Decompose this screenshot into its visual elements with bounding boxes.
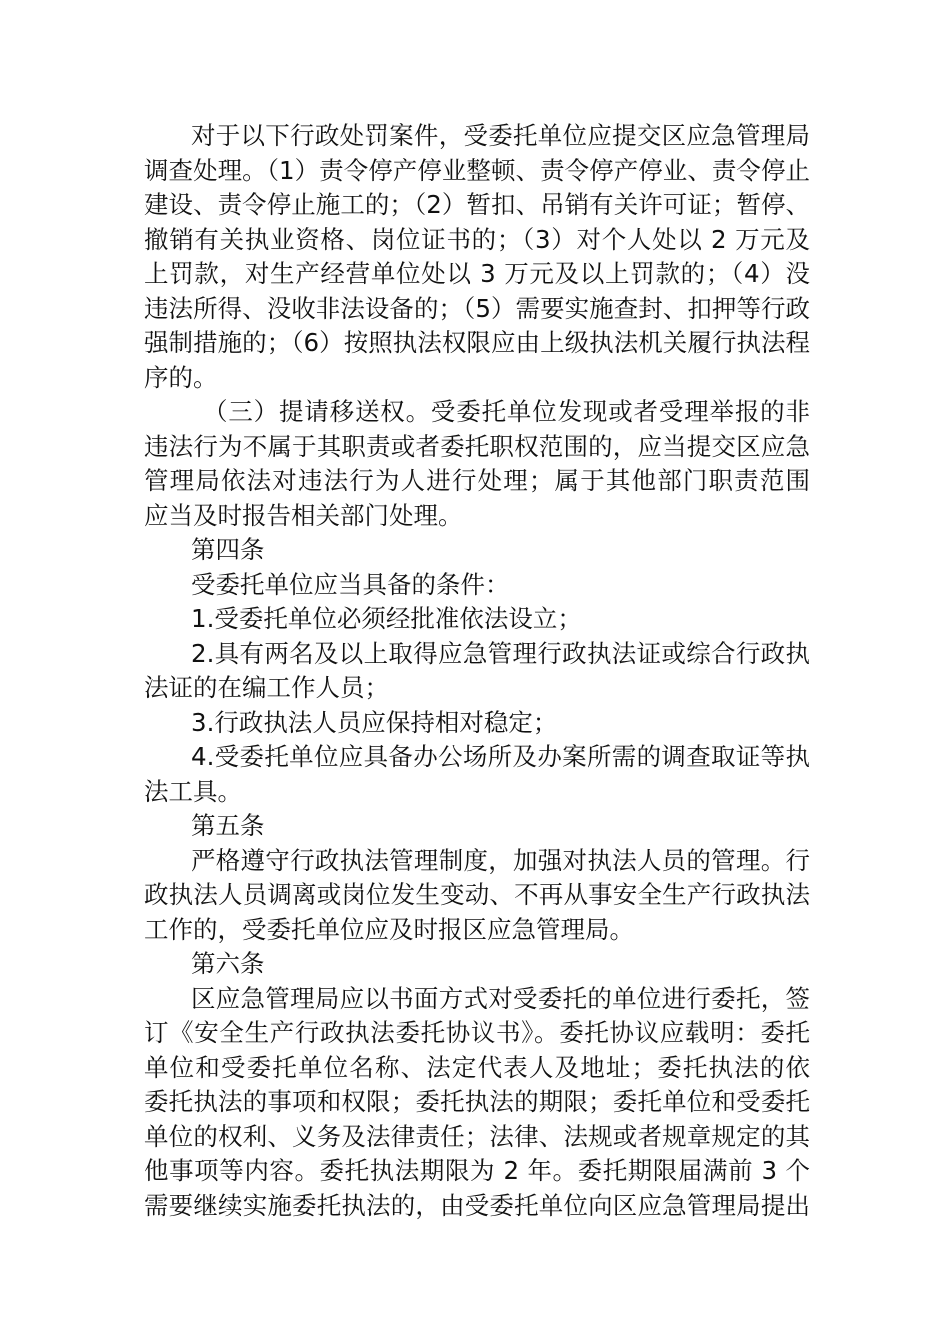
text-line: 撤销有关执业资格、岗位证书的；（3）对个人处以 2 万元及: [144, 224, 810, 254]
text-line: 政执法人员调离或岗位发生变动、不再从事安全生产行政执法: [144, 880, 810, 909]
text-line: 违法行为不属于其职责或者委托职权范围的，应当提交区应急: [144, 431, 810, 461]
text-line: 严格遵守行政执法管理制度，加强对执法人员的管理。行: [191, 845, 810, 875]
article-six: [144, 947, 810, 1223]
list-item: 2.具有两名及以上取得应急管理行政执法证或综合行政执: [191, 638, 810, 668]
text-line: 上罚款，对生产经营单位处以 3 万元及以上罚款的；（4）没: [144, 259, 810, 288]
text-line: 单位的权利、义务及法律责任；法律、法规或者规章规定的其: [144, 1121, 810, 1151]
article-four: [144, 533, 810, 809]
text-line: 区应急管理局应以书面方式对受委托的单位进行委托，签: [191, 983, 810, 1013]
text-line: 工作的，受委托单位应及时报区应急管理局。: [144, 914, 634, 944]
text-line: 他事项等内容。委托执法期限为 2 年。委托期限届满前 3 个: [144, 1156, 810, 1185]
text-line: 对于以下行政处罚案件，受委托单位应提交区应急管理局: [191, 121, 810, 150]
text-line: 单位和受委托单位名称、法定代表人及地址；委托执法的依: [144, 1052, 810, 1082]
list-item: 3.行政执法人员应保持相对稳定；: [191, 707, 558, 737]
article-heading: 第五条: [191, 811, 265, 840]
document-body: [144, 119, 810, 1223]
article-heading: 第六条: [191, 949, 265, 978]
article-intro: 受委托单位应当具备的条件：: [191, 569, 510, 599]
text-line: 需要继续实施委托执法的，由受委托单位向区应急管理局提出: [144, 1190, 810, 1220]
text-line: 序的。: [144, 362, 218, 392]
text-line: 管理局依法对违法行为人进行处理；属于其他部门职责范围: [144, 466, 810, 495]
text-line: 强制措施的；（6）按照执法权限应由上级执法机关履行执法程: [144, 328, 810, 357]
text-line: 应当及时报告相关部门处理。: [144, 500, 463, 530]
article-heading: 第四条: [191, 535, 265, 564]
paragraph-transfer-right: [144, 395, 810, 533]
list-item: 1.受委托单位必须经批准依法设立；: [191, 604, 582, 633]
paragraph-penalty-referral: [144, 119, 810, 395]
text-line: 建设、责令停止施工的；（2）暂扣、吊销有关许可证；暂停、: [144, 190, 810, 219]
text-line: 订《安全生产行政执法委托协议书》。委托协议应载明：委托: [144, 1018, 810, 1047]
list-item: 4.受委托单位应具备办公场所及办案所需的调查取证等执: [191, 742, 810, 771]
article-five: [144, 809, 810, 947]
text-line: 委托执法的事项和权限；委托执法的期限；委托单位和受委托: [144, 1087, 810, 1116]
text-line: 违法所得、没收非法设备的；（5）需要实施查封、扣押等行政: [144, 293, 810, 323]
list-item-continuation: 法证的在编工作人员；: [144, 673, 389, 702]
text-line: 调查处理。（1）责令停产停业整顿、责令停产停业、责令停止: [144, 155, 810, 185]
text-line: （三）提请移送权。受委托单位发现或者受理举报的非: [203, 397, 810, 426]
list-item-continuation: 法工具。: [144, 776, 242, 806]
